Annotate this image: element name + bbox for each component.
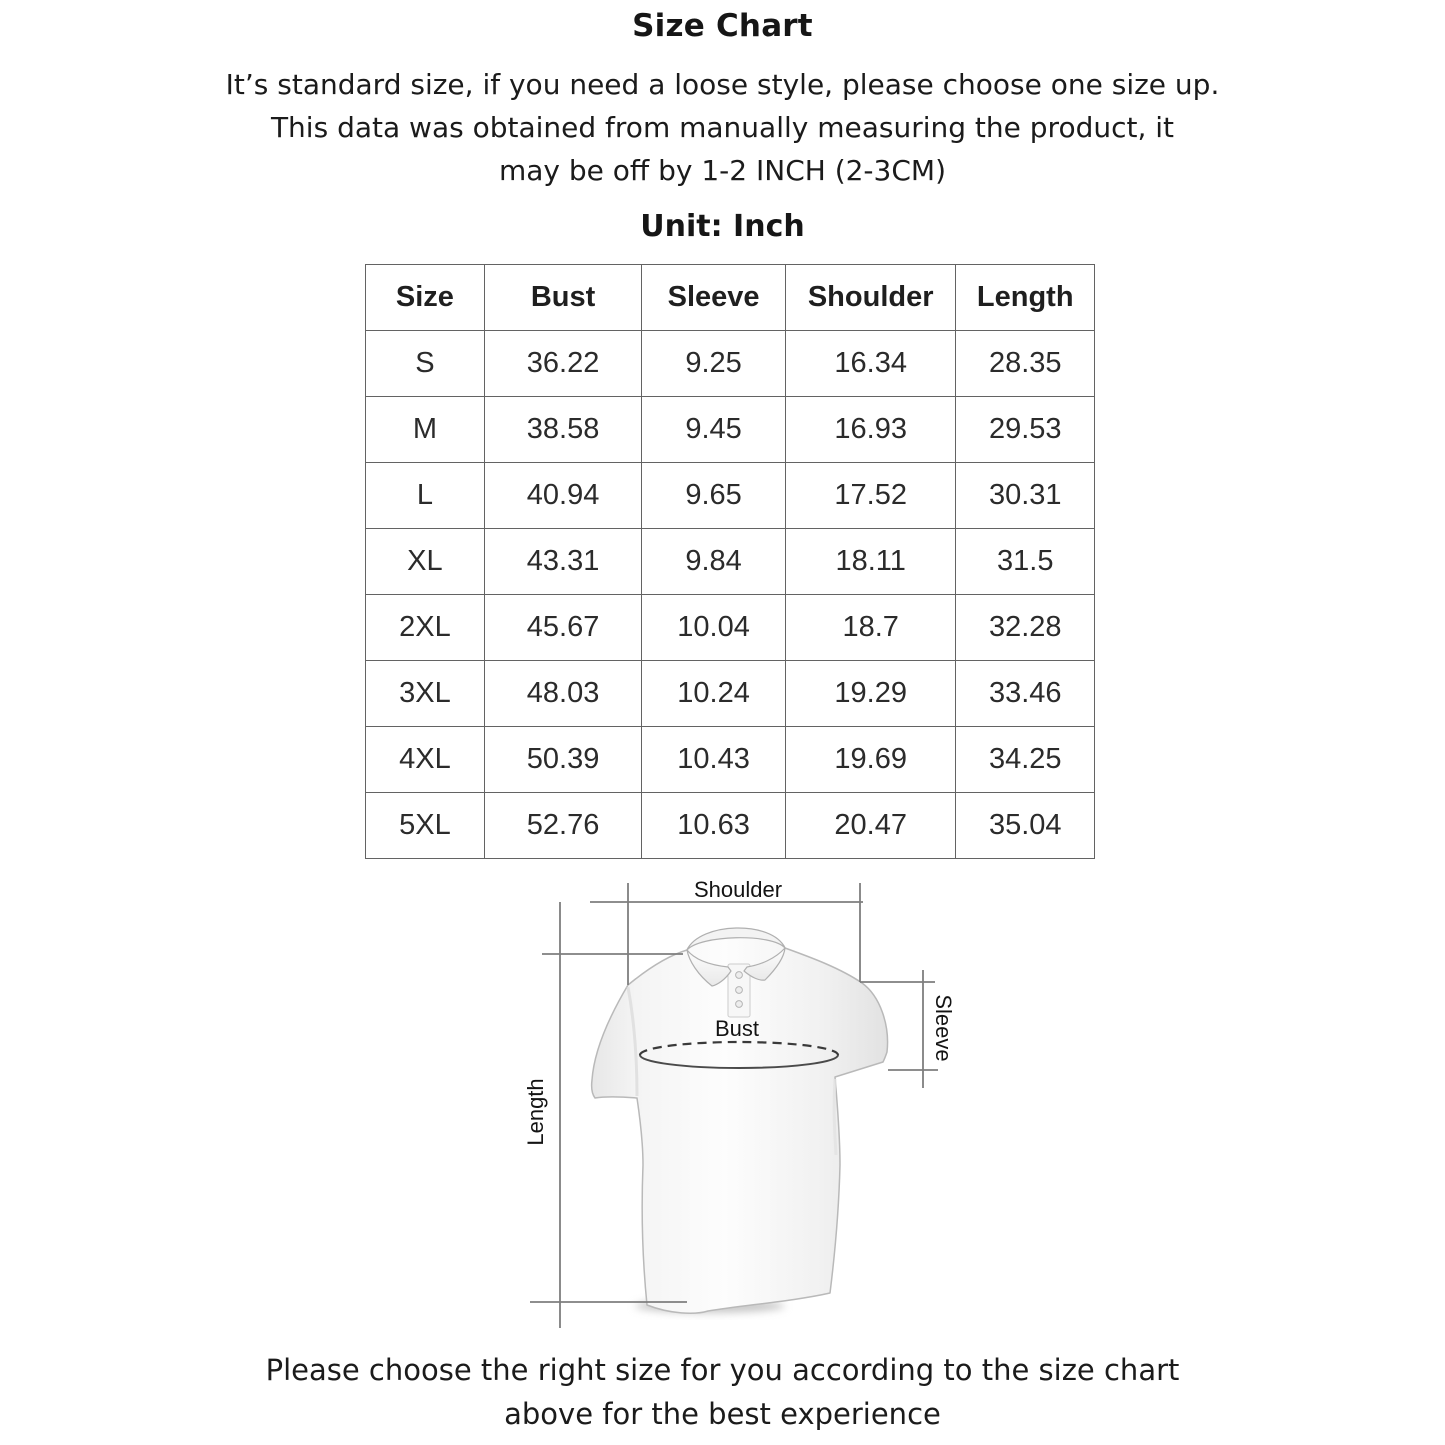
table-cell: 10.43 — [642, 727, 786, 793]
column-header-bust: Bust — [484, 265, 641, 331]
table-cell: 34.25 — [956, 727, 1095, 793]
footer-line: above for the best experience — [504, 1397, 941, 1431]
table-cell: 20.47 — [785, 793, 956, 859]
column-header-size: Size — [366, 265, 485, 331]
intro-line: It’s standard size, if you need a loose style, please choose one size up. — [225, 68, 1220, 101]
length-label: Length — [523, 1078, 548, 1146]
table-cell: 50.39 — [484, 727, 641, 793]
table-cell: M — [366, 397, 485, 463]
table-row — [366, 529, 1095, 595]
footer-note — [0, 1348, 1445, 1436]
table-cell: 5XL — [366, 793, 485, 859]
table-cell: 19.29 — [785, 661, 956, 727]
table-cell: 9.84 — [642, 529, 786, 595]
table-cell: 52.76 — [484, 793, 641, 859]
table-cell: 2XL — [366, 595, 485, 661]
table-row — [366, 331, 1095, 397]
table-cell: 3XL — [366, 661, 485, 727]
measurement-diagram — [495, 865, 975, 1345]
table-cell: 29.53 — [956, 397, 1095, 463]
table-cell: 36.22 — [484, 331, 641, 397]
sleeve-crease — [834, 1079, 836, 1155]
table-row — [366, 793, 1095, 859]
table-row — [366, 595, 1095, 661]
table-row — [366, 727, 1095, 793]
table-cell: 33.46 — [956, 661, 1095, 727]
table-cell: 4XL — [366, 727, 485, 793]
button-icon — [736, 1001, 743, 1008]
table-cell: 16.93 — [785, 397, 956, 463]
table-cell: 43.31 — [484, 529, 641, 595]
bust-label: Bust — [714, 1016, 760, 1041]
unit-label: Unit: Inch — [640, 209, 805, 244]
table-cell: 17.52 — [785, 463, 956, 529]
table-cell: L — [366, 463, 485, 529]
button-icon — [736, 987, 743, 994]
table-cell: 48.03 — [484, 661, 641, 727]
table-cell: 28.35 — [956, 331, 1095, 397]
intro-line: This data was obtained from manually measuring the product, it — [270, 111, 1175, 144]
polo-shirt-illustration — [495, 865, 975, 1345]
table-cell: 9.45 — [642, 397, 786, 463]
sleeve-label: Sleeve — [931, 994, 956, 1062]
table-cell: 9.25 — [642, 331, 786, 397]
table-cell: 18.11 — [785, 529, 956, 595]
table-header-row — [366, 265, 1095, 331]
table-cell: 38.58 — [484, 397, 641, 463]
table-row — [366, 397, 1095, 463]
table-cell: 18.7 — [785, 595, 956, 661]
table-cell: 35.04 — [956, 793, 1095, 859]
table-cell: 45.67 — [484, 595, 641, 661]
table-cell: 10.63 — [642, 793, 786, 859]
table-cell: 10.04 — [642, 595, 786, 661]
column-header-shoulder: Shoulder — [785, 265, 956, 331]
intro-text — [0, 63, 1445, 192]
button-icon — [736, 972, 743, 979]
table-row — [366, 463, 1095, 529]
page-title: Size Chart — [632, 8, 813, 44]
table-cell: 32.28 — [956, 595, 1095, 661]
intro-line: may be off by 1-2 INCH (2-3CM) — [498, 154, 946, 187]
footer-line: Please choose the right size for you according to the size chart — [265, 1353, 1180, 1387]
table-cell: 19.69 — [785, 727, 956, 793]
table-cell: 31.5 — [956, 529, 1095, 595]
table-cell: 40.94 — [484, 463, 641, 529]
table-cell: 9.65 — [642, 463, 786, 529]
column-header-sleeve: Sleeve — [642, 265, 786, 331]
shoulder-label: Shoulder — [693, 877, 783, 902]
size-chart-table — [365, 264, 1095, 859]
table-cell: 16.34 — [785, 331, 956, 397]
table-cell: 30.31 — [956, 463, 1095, 529]
table-cell: 10.24 — [642, 661, 786, 727]
table-cell: XL — [366, 529, 485, 595]
column-header-length: Length — [956, 265, 1095, 331]
table-cell: S — [366, 331, 485, 397]
table-row — [366, 661, 1095, 727]
